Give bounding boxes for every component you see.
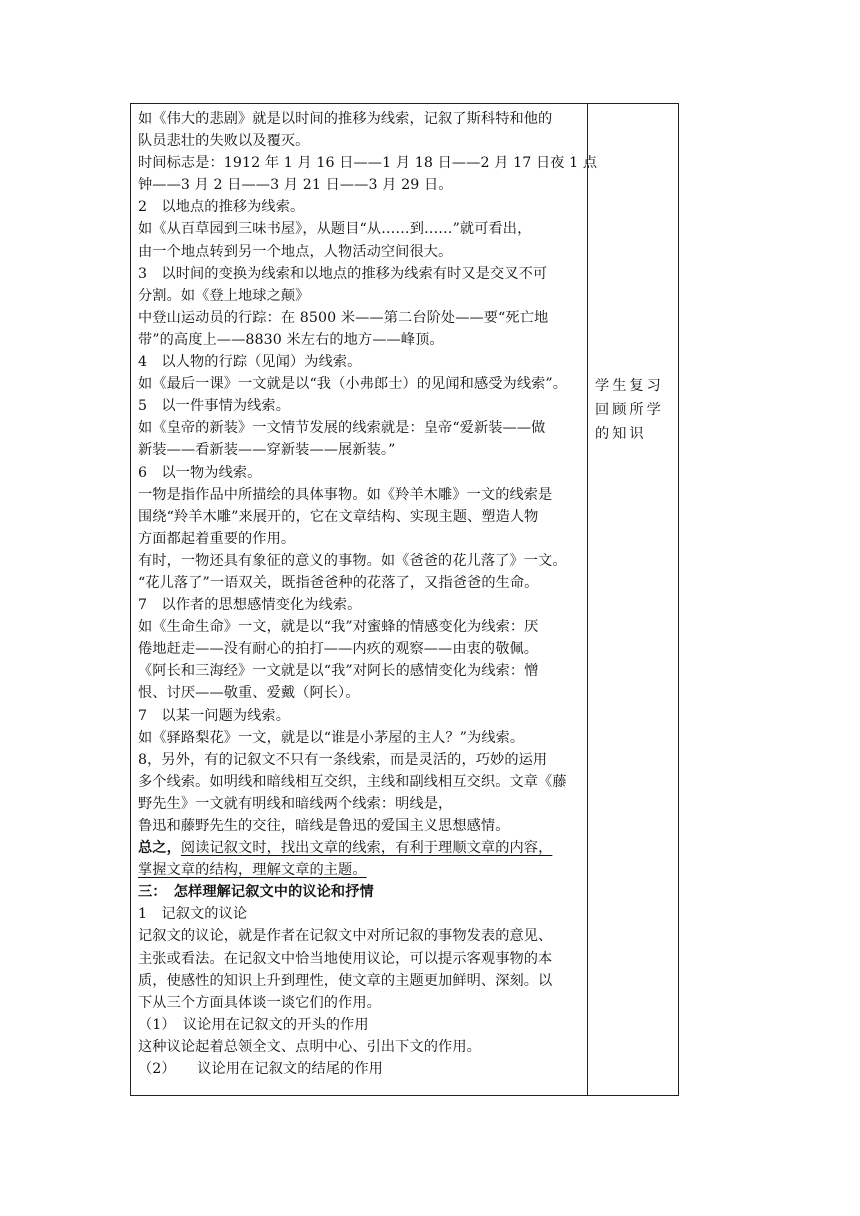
content-column	[131, 104, 598, 1095]
summary-line-2	[138, 859, 582, 881]
section-three-line-3: 质，使感性的知识上升到理性，使文章的主题更加鲜明、深刻。以	[138, 972, 553, 989]
content-line-18: 围绕“羚羊木雕”来展开的，它在文章结构、实现主题、塑造人物	[138, 508, 539, 525]
summary-underlined-1: 阅读记叙文时，找出文章的线索，有利于理顺文章的内容，	[180, 840, 553, 857]
content-line-25: 《阿长和三海经》一文就是以“我”对阿长的感情变化为线索：憎	[138, 663, 539, 680]
student-activity-text	[595, 374, 675, 446]
content-line-29: 8，另外，有的记叙文不只有一条线索，而是灵活的，巧妙的运用	[138, 751, 548, 768]
content-line-8: 分割。如《登上地球之颠》	[138, 287, 310, 304]
content-line-22: 7 以作者的思想感情变化为线索。	[138, 597, 362, 614]
content-line-10: 带”的高度上——8830 米左右的地方——峰顶。	[138, 331, 444, 348]
content-line-9: 中登山运动员的行踪：在 8500 米——第二台阶处——要“死亡地	[138, 309, 549, 326]
content-line-31: 野先生》一文就有明线和暗线两个线索：明线是，	[138, 795, 453, 812]
section-three-lines	[138, 903, 582, 1080]
content-line-20: 有时，一物还具有象征的意义的事物。如《爸爸的花儿落了》一文。	[138, 552, 567, 569]
content-line-17: 一物是指作品中所描绘的具体事物。如《羚羊木雕》一文的线索是	[138, 486, 553, 503]
content-line-15: 新装——看新装——穿新装——展新装。”	[138, 442, 396, 459]
section-three-line-1: 记叙文的议论，就是作者在记叙文中对所记叙的事物发表的意见、	[138, 928, 553, 945]
content-line-3: 钟——3 月 2 日——3 月 21 日——3 月 29 日。	[138, 177, 453, 194]
content-line-16: 6 以一物为线索。	[138, 464, 262, 481]
activity-line-1: 回顾所学	[595, 402, 664, 418]
content-line-0: 如《伟大的悲剧》就是以时间的推移为线索，记叙了斯科特和他的	[138, 111, 553, 127]
summary-prefix: 总之，	[138, 840, 181, 857]
section-three-line-0: 1 记叙文的议论	[138, 906, 248, 923]
content-line-24: 倦地赶走——没有耐心的拍打——内疚的观察——由衷的敬佩。	[138, 641, 539, 658]
content-line-13: 5 以一件事情为线索。	[138, 398, 291, 415]
content-line-4: 2 以地点的推移为线索。	[138, 199, 305, 216]
activity-line-2: 的知识	[595, 426, 647, 442]
content-line-23: 如《生命生命》一文，就是以“我”对蜜蜂的情感变化为线索：厌	[138, 619, 539, 636]
content-line-6: 由一个地点转到另一个地点，人物活动空间很大。	[138, 243, 453, 260]
content-line-5: 如《从百草园到三味书屋》，从题目“从……到……”就可看出，	[138, 221, 532, 238]
content-line-32: 鲁迅和藤野先生的交往，暗线是鲁迅的爱国主义思想感情。	[138, 818, 510, 834]
content-line-7: 3 以时间的变换为线索和以地点的推移为线索有时又是交叉不可	[138, 265, 548, 282]
activity-column	[588, 104, 678, 1095]
section-three-line-6: 这种议论起着总领全文、点明中心、引出下文的作用。	[138, 1038, 481, 1055]
content-line-27: 7 以某一问题为线索。	[138, 707, 291, 724]
content-line-14: 如《皇帝的新装》一文情节发展的线索就是：皇帝“爱新装——做	[138, 420, 546, 437]
section-three-line-4: 下从三个方面具体谈一谈它们的作用。	[138, 994, 381, 1011]
content-line-30: 多个线索。如明线和暗线相互交织，主线和副线相互交织。文章《藤	[138, 773, 567, 790]
content-line-1: 队员悲壮的失败以及覆灭。	[138, 133, 310, 150]
content-line-2: 时间标志是：1912 年 1 月 16 日——1 月 18 日——2 月 17 日夜 1 点	[138, 155, 598, 172]
content-line-21: “花儿落了”一语双关，既指爸爸种的花落了，又指爸爸的生命。	[138, 574, 539, 591]
summary-underlined-2: 掌握文章的结构，理解文章的主题。	[138, 862, 367, 879]
section-three-line-5: （1） 议论用在记叙文的开头的作用	[138, 1016, 369, 1033]
content-line-12: 如《最后一课》一文就是以“我（小弗郎士）的见闻和感受为线索”。	[138, 376, 568, 393]
section-three-line-2: 主张或看法。在记叙文中恰当地使用议论，可以提示客观事物的本	[138, 950, 553, 967]
activity-line-0: 学生复习	[595, 378, 664, 394]
section-three-heading: 三： 怎样理解记叙文中的议论和抒情	[138, 884, 374, 901]
content-lines	[138, 108, 598, 837]
content-line-28: 如《驿路梨花》一文，就是以“谁是小茅屋的主人？”为线索。	[138, 729, 525, 746]
content-line-26: 恨、讨厌——敬重、爱戴（阿长）。	[138, 685, 360, 702]
content-line-11: 4 以人物的行踪（见闻）为线索。	[138, 354, 362, 371]
section-three-line-7: （2） 议论用在记叙文的结尾的作用	[138, 1061, 383, 1078]
lesson-table	[130, 103, 679, 1096]
summary-line-1	[138, 837, 582, 859]
content-line-19: 方面都起着重要的作用。	[138, 530, 296, 547]
